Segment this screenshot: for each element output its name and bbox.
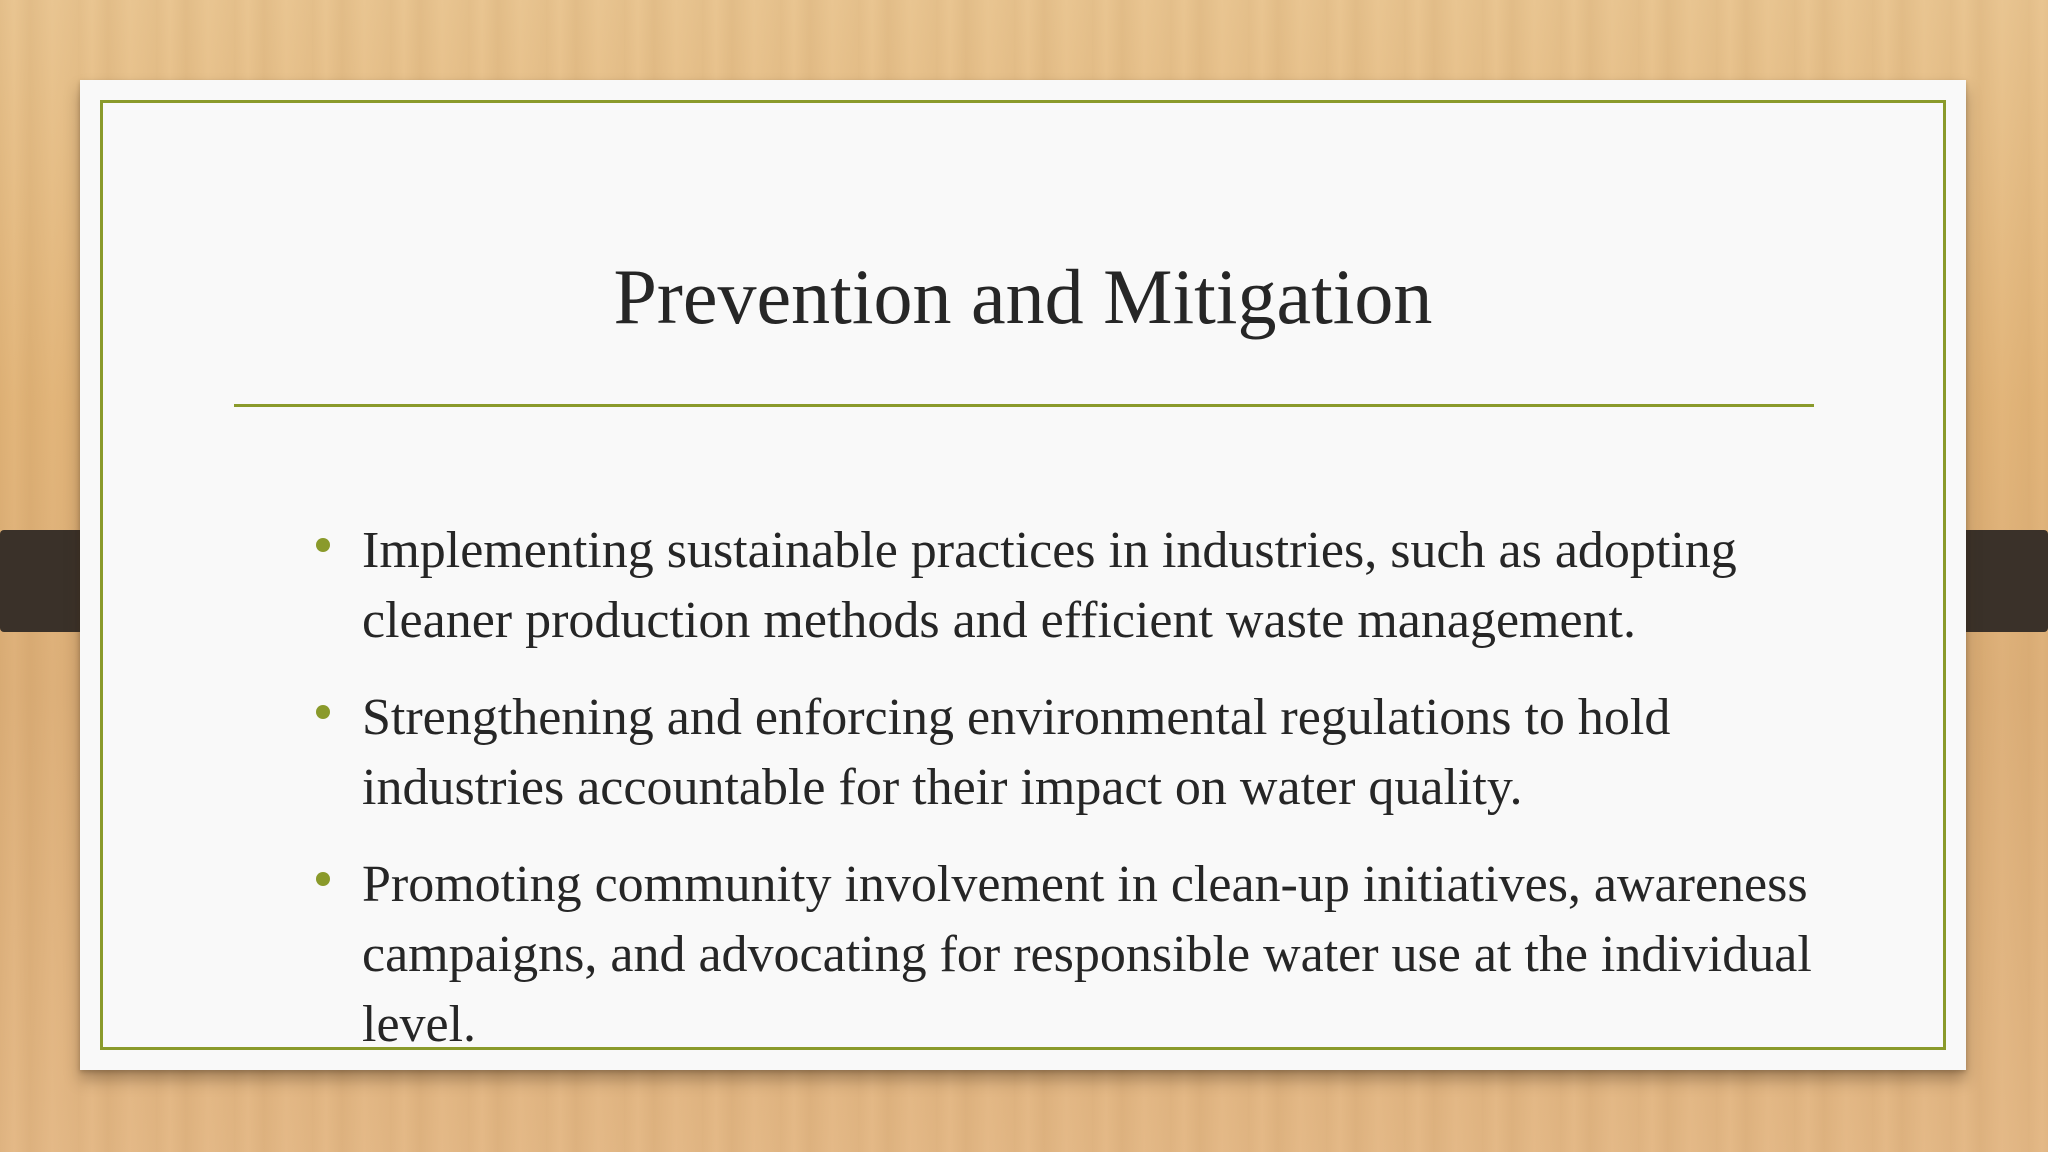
bullet-dot-icon <box>316 872 330 886</box>
bullet-dot-icon <box>316 705 330 719</box>
slide-title: Prevention and Mitigation <box>613 253 1433 340</box>
bullet-text-2: Strengthening and enforcing environmental regulations to hold industries accountable for their impact on water quality. <box>362 689 1671 816</box>
bullet-text-1: Implementing sustainable practices in industries, such as adopting cleaner production methods and efficient waste management. <box>362 522 1737 649</box>
bullet-dot-icon <box>316 538 330 552</box>
bullet-list <box>276 516 1856 1087</box>
title-divider <box>234 404 1814 407</box>
bullet-item-2 <box>276 683 1856 823</box>
bullet-item-3 <box>276 850 1856 1060</box>
bullet-text-3: Promoting community involvement in clean-up initiatives, awareness campaigns, and advocating for responsible water use at the individual level. <box>362 856 1812 1053</box>
bullet-item-1 <box>276 516 1856 656</box>
slide-card <box>80 80 1966 1070</box>
